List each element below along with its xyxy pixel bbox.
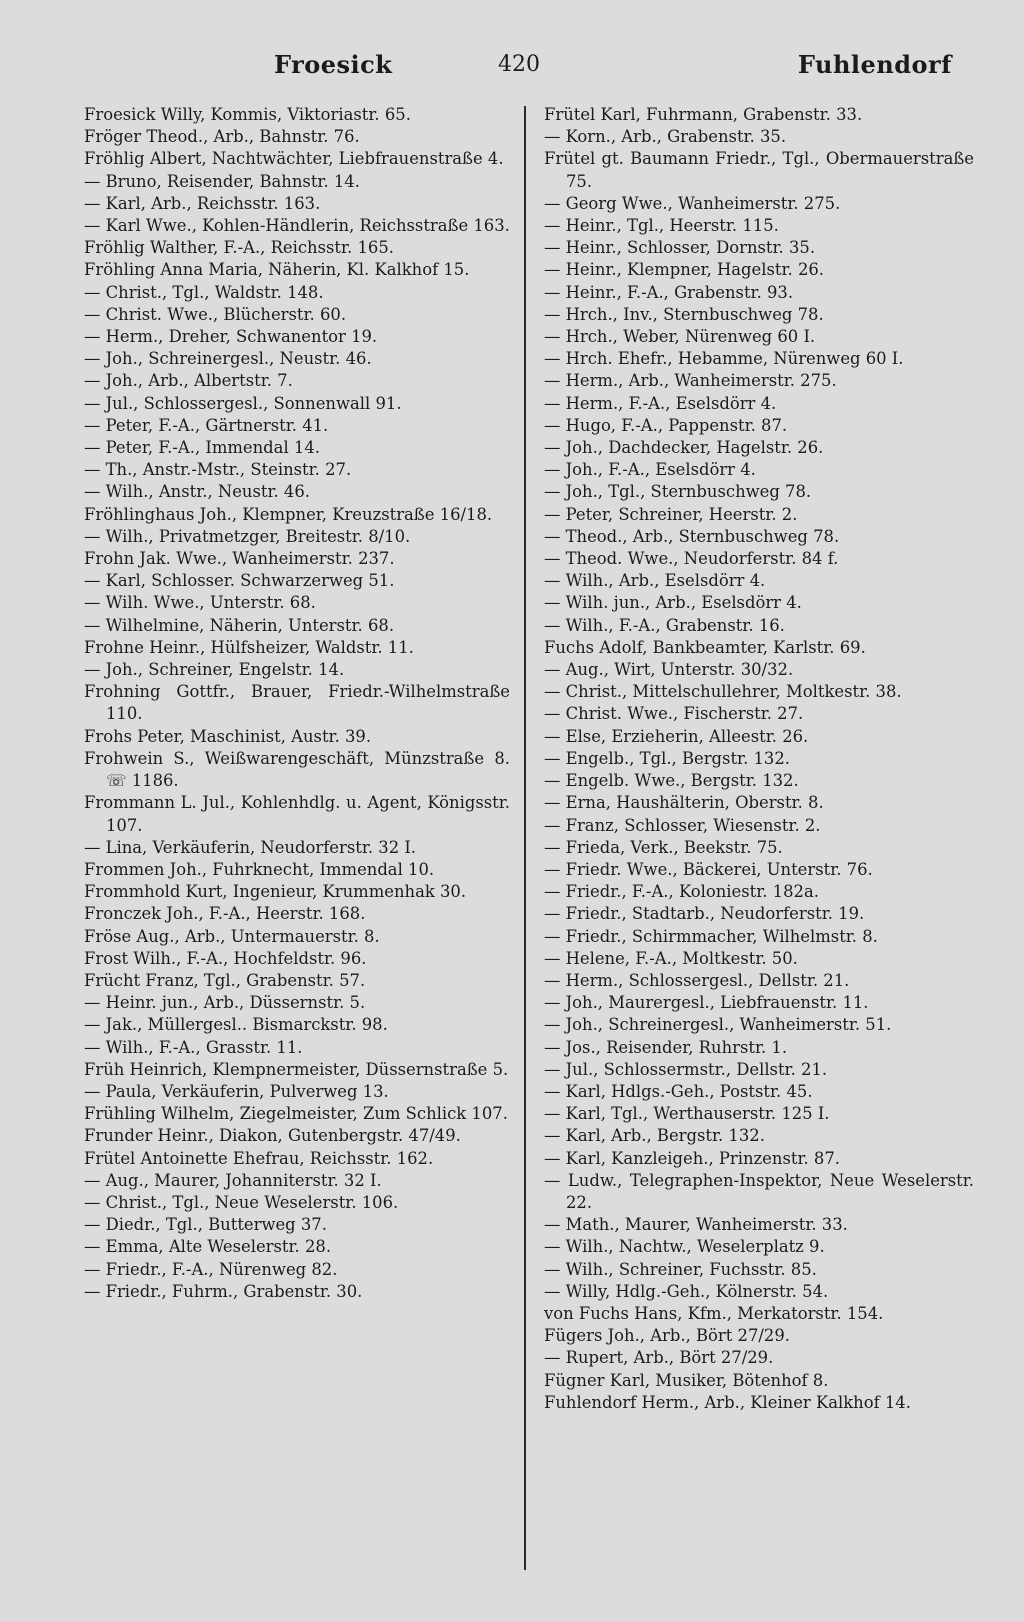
directory-entry: Frommen Joh., Fuhrknecht, Immendal 10.: [84, 859, 435, 879]
directory-entry: — Wilh., Nachtw., Weselerplatz 9.: [544, 1237, 825, 1257]
directory-entry: Fröhlig Albert, Nachtwächter, Liebfrauenstraße 4.: [84, 149, 504, 169]
directory-entry: Frohwein S., Weißwarengeschäft, Münzstraße 8. ☏ 1186.: [84, 748, 510, 791]
directory-entry: — Karl, Arb., Bergstr. 132.: [544, 1126, 765, 1146]
directory-entry: — Christ., Mittelschullehrer, Moltkestr. 38.: [544, 682, 902, 702]
page-number: 420: [498, 52, 540, 77]
right-column: [544, 104, 974, 1582]
directory-entry: — Friedr., F.-A., Nürenweg 82.: [84, 1259, 338, 1279]
directory-entry: — Joh., Dachdecker, Hagelstr. 26.: [544, 438, 824, 458]
directory-entry: — Joh., Schreinergesl., Neustr. 46.: [84, 349, 372, 369]
directory-entry: — Joh., Schreiner, Engelstr. 14.: [84, 660, 345, 680]
directory-entry: — Th., Anstr.-Mstr., Steinstr. 27.: [84, 460, 352, 480]
directory-entry: — Wilh., Schreiner, Fuchsstr. 85.: [544, 1259, 817, 1279]
directory-entry: — Franz, Schlosser, Wiesenstr. 2.: [544, 815, 821, 835]
directory-entry: — Engelb. Wwe., Bergstr. 132.: [544, 771, 799, 791]
directory-entry: — Hrch., Inv., Sternbuschweg 78.: [544, 304, 824, 324]
directory-entry: — Joh., Schreinergesl., Wanheimerstr. 51.: [544, 1015, 892, 1035]
directory-entry: Fröger Theod., Arb., Bahnstr. 76.: [84, 127, 360, 147]
directory-entry: — Karl, Tgl., Werthauserstr. 125 I.: [544, 1104, 830, 1124]
directory-entry: — Hrch. Ehefr., Hebamme, Nürenweg 60 I.: [544, 349, 904, 369]
directory-entry: — Paula, Verkäuferin, Pulverweg 13.: [84, 1081, 389, 1101]
directory-entry: — Peter, F.-A., Gärtnerstr. 41.: [84, 415, 329, 435]
directory-entry: — Engelb., Tgl., Bergstr. 132.: [544, 748, 790, 768]
directory-entry: — Heinr., Tgl., Heerstr. 115.: [544, 216, 779, 236]
directory-entry: — Friedr., Fuhrm., Grabenstr. 30.: [84, 1281, 363, 1301]
directory-entry: — Hugo, F.-A., Pappenstr. 87.: [544, 415, 788, 435]
directory-entry: Frohne Heinr., Hülfsheizer, Waldstr. 11.: [84, 637, 414, 657]
directory-entry: — Wilh., Privatmetzger, Breitestr. 8/10.: [84, 526, 411, 546]
directory-entry: — Wilh., F.-A., Grabenstr. 16.: [544, 615, 785, 635]
directory-entry: — Karl, Arb., Reichsstr. 163.: [84, 193, 321, 213]
directory-entry: — Joh., Arb., Albertstr. 7.: [84, 371, 293, 391]
directory-entry: Fuchs Adolf, Bankbeamter, Karlstr. 69.: [544, 637, 866, 657]
directory-entry: — Joh., Maurergesl., Liebfrauenstr. 11.: [544, 993, 869, 1013]
directory-entry: — Karl, Schlosser. Schwarzerweg 51.: [84, 571, 395, 591]
directory-entry: von Fuchs Hans, Kfm., Merkatorstr. 154.: [544, 1303, 884, 1323]
directory-entry: — Friedr., F.-A., Koloniestr. 182a.: [544, 882, 819, 902]
directory-entry: Frohs Peter, Maschinist, Austr. 39.: [84, 726, 372, 746]
directory-entry: Fröhlinghaus Joh., Klempner, Kreuzstraße 16/18.: [84, 504, 493, 524]
left-column: [84, 104, 510, 1582]
directory-entry: — Herm., Dreher, Schwanentor 19.: [84, 327, 378, 347]
directory-entry: — Aug., Wirt, Unterstr. 30/32.: [544, 660, 794, 680]
directory-entry: — Korn., Arb., Grabenstr. 35.: [544, 127, 787, 147]
directory-entry: — Willy, Hdlg.-Geh., Kölnerstr. 54.: [544, 1281, 829, 1301]
column-divider: [524, 106, 526, 1570]
directory-entry: Fügers Joh., Arb., Bört 27/29.: [544, 1326, 790, 1346]
directory-entry: — Joh., Tgl., Sternbuschweg 78.: [544, 482, 812, 502]
header-first-entry: Froesick: [274, 50, 393, 79]
directory-entry: — Heinr., Klempner, Hagelstr. 26.: [544, 260, 825, 280]
directory-entry: — Christ., Tgl., Waldstr. 148.: [84, 282, 324, 302]
directory-entry: Frücht Franz, Tgl., Grabenstr. 57.: [84, 970, 366, 990]
directory-entry: — Frieda, Verk., Beekstr. 75.: [544, 837, 783, 857]
directory-entry: — Theod. Wwe., Neudorferstr. 84 f.: [544, 549, 839, 569]
directory-entry: — Joh., F.-A., Eselsdörr 4.: [544, 460, 756, 480]
directory-entry: — Jul., Schlossergesl., Sonnenwall 91.: [84, 393, 402, 413]
directory-entry: — Peter, F.-A., Immendal 14.: [84, 438, 320, 458]
directory-entry: — Jak., Müllergesl.. Bismarckstr. 98.: [84, 1015, 388, 1035]
directory-entry: Frunder Heinr., Diakon, Gutenbergstr. 47/49.: [84, 1126, 461, 1146]
directory-entry: — Rupert, Arb., Bört 27/29.: [544, 1348, 774, 1368]
directory-entry: Fuhlendorf Herm., Arb., Kleiner Kalkhof 14.: [544, 1392, 911, 1412]
directory-entry: — Friedr., Schirmmacher, Wilhelmstr. 8.: [544, 926, 878, 946]
directory-entry: Frühling Wilhelm, Ziegelmeister, Zum Schlick 107.: [84, 1104, 508, 1124]
directory-entry: — Karl Wwe., Kohlen-Händlerin, Reichsstraße 163.: [84, 216, 510, 236]
directory-entry: — Bruno, Reisender, Bahnstr. 14.: [84, 171, 360, 191]
directory-entry: — Heinr., Schlosser, Dornstr. 35.: [544, 238, 816, 258]
directory-entry: Frost Wilh., F.-A., Hochfeldstr. 96.: [84, 948, 367, 968]
directory-entry: — Peter, Schreiner, Heerstr. 2.: [544, 504, 798, 524]
directory-entry: — Christ., Tgl., Neue Weselerstr. 106.: [84, 1192, 399, 1212]
directory-entry: Frohning Gottfr., Brauer, Friedr.-Wilhelmstraße 110.: [84, 682, 510, 724]
directory-entry: Fröhling Anna Maria, Näherin, Kl. Kalkhof 15.: [84, 260, 470, 280]
directory-entry: Frommann L. Jul., Kohlenhdlg. u. Agent, Königsstr. 107.: [84, 793, 510, 835]
directory-entry: — Aug., Maurer, Johanniterstr. 32 I.: [84, 1170, 382, 1190]
directory-entry: Frommhold Kurt, Ingenieur, Krummenhak 30.: [84, 882, 467, 902]
directory-entry: — Heinr., F.-A., Grabenstr. 93.: [544, 282, 794, 302]
directory-entry: — Christ. Wwe., Blücherstr. 60.: [84, 304, 347, 324]
directory-entry: — Ludw., Telegraphen-Inspektor, Neue Weselerstr. 22.: [544, 1170, 974, 1212]
directory-entry: — Wilh. Wwe., Unterstr. 68.: [84, 593, 316, 613]
directory-entry: — Wilh., Arb., Eselsdörr 4.: [544, 571, 766, 591]
header-last-entry: Fuhlendorf: [797, 50, 952, 79]
directory-entry: — Christ. Wwe., Fischerstr. 27.: [544, 704, 804, 724]
directory-entry: Frohn Jak. Wwe., Wanheimerstr. 237.: [84, 549, 395, 569]
directory-entry: — Jos., Reisender, Ruhrstr. 1.: [544, 1037, 788, 1057]
directory-entry: — Hrch., Weber, Nürenweg 60 I.: [544, 327, 816, 347]
directory-entry: Frütel gt. Baumann Friedr., Tgl., Obermauerstraße 75.: [544, 149, 974, 191]
directory-entry: — Georg Wwe., Wanheimerstr. 275.: [544, 193, 841, 213]
directory-entry: Frütel Antoinette Ehefrau, Reichsstr. 162.: [84, 1148, 434, 1168]
directory-entry: — Theod., Arb., Sternbuschweg 78.: [544, 526, 840, 546]
directory-entry: — Diedr., Tgl., Butterweg 37.: [84, 1215, 327, 1235]
directory-entry: Froesick Willy, Kommis, Viktoriastr. 65.: [84, 105, 411, 124]
directory-entry: Fügner Karl, Musiker, Bötenhof 8.: [544, 1370, 829, 1390]
directory-entry: — Erna, Haushälterin, Oberstr. 8.: [544, 793, 824, 813]
page-header: [84, 50, 972, 86]
directory-entry: — Herm., Schlossergesl., Dellstr. 21.: [544, 970, 850, 990]
directory-entry: — Karl, Hdlgs.-Geh., Poststr. 45.: [544, 1081, 813, 1101]
directory-entry: — Math., Maurer, Wanheimerstr. 33.: [544, 1215, 848, 1235]
directory-entry: — Wilh., F.-A., Grasstr. 11.: [84, 1037, 303, 1057]
directory-entry: Frütel Karl, Fuhrmann, Grabenstr. 33.: [544, 105, 863, 124]
directory-entry: — Herm., Arb., Wanheimerstr. 275.: [544, 371, 837, 391]
directory-entry: — Wilhelmine, Näherin, Unterstr. 68.: [84, 615, 395, 635]
directory-entry: — Helene, F.-A., Moltkestr. 50.: [544, 948, 798, 968]
directory-entry: — Friedr. Wwe., Bäckerei, Unterstr. 76.: [544, 859, 873, 879]
directory-entry: — Herm., F.-A., Eselsdörr 4.: [544, 393, 777, 413]
directory-entry: Fronczek Joh., F.-A., Heerstr. 168.: [84, 904, 366, 924]
directory-entry: — Emma, Alte Weselerstr. 28.: [84, 1237, 332, 1257]
directory-entry: — Jul., Schlossermstr., Dellstr. 21.: [544, 1059, 828, 1079]
directory-entry: — Wilh., Anstr., Neustr. 46.: [84, 482, 311, 502]
directory-entry: — Karl, Kanzleigeh., Prinzenstr. 87.: [544, 1148, 840, 1168]
directory-entry: — Friedr., Stadtarb., Neudorferstr. 19.: [544, 904, 865, 924]
directory-entry: Fröse Aug., Arb., Untermauerstr. 8.: [84, 926, 380, 946]
directory-entry: Fröhlig Walther, F.-A., Reichsstr. 165.: [84, 238, 394, 258]
directory-entry: — Wilh. jun., Arb., Eselsdörr 4.: [544, 593, 802, 613]
directory-entry: Früh Heinrich, Klempnermeister, Düssernstraße 5.: [84, 1059, 509, 1079]
directory-entry: — Lina, Verkäuferin, Neudorferstr. 32 I.: [84, 837, 417, 857]
directory-entry: — Else, Erzieherin, Alleestr. 26.: [544, 726, 809, 746]
directory-entry: — Heinr. jun., Arb., Düssernstr. 5.: [84, 993, 366, 1013]
